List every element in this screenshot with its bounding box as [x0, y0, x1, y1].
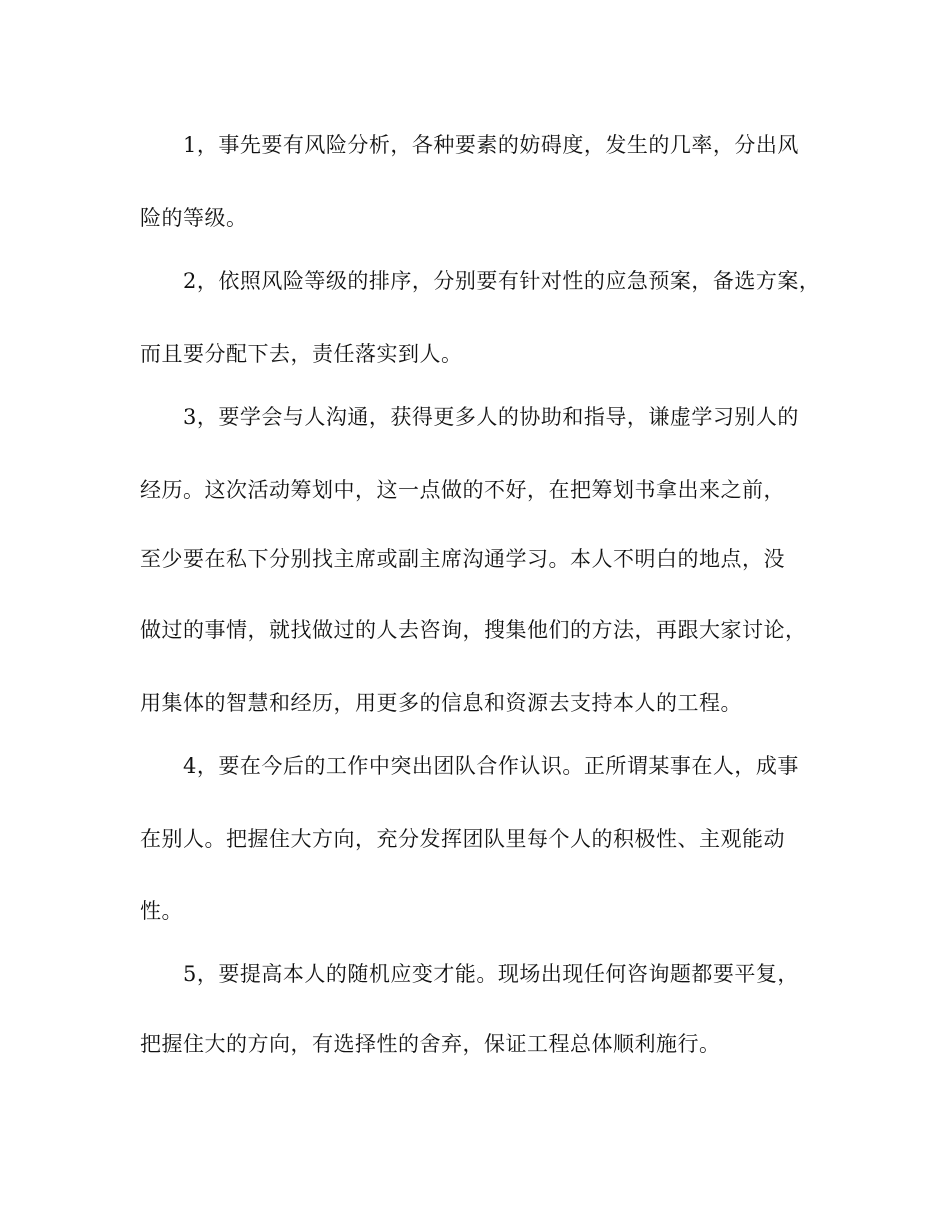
text-line: 经历。这次活动筹划中，这一点做的不好，在把筹划书拿出来之前，: [140, 478, 785, 502]
text-line: 用集体的智慧和经历，用更多的信息和资源去支持本人的工程。: [140, 691, 742, 715]
text-line: 把握住大的方向，有选择性的舍弃，保证工程总体顺利施行。: [140, 1032, 721, 1056]
text-line: 险的等级。: [140, 206, 248, 230]
text-line: 在别人。把握住大方向，充分发挥团队里每个人的积极性、主观能动: [140, 827, 785, 851]
text-line: 4，要在今后的工作中突出团队合作认识。正所谓某事在人，成事: [183, 754, 799, 778]
text-line: 5，要提高本人的随机应变才能。现场出现任何咨询题都要平复，: [183, 962, 799, 986]
text-line: 至少要在私下分别找主席或副主席沟通学习。本人不明白的地点，没: [140, 547, 785, 571]
text-line: 做过的事情，就找做过的人去咨询，搜集他们的方法，再跟大家讨论，: [140, 618, 807, 642]
text-line: 性。: [140, 899, 183, 923]
text-line: 3，要学会与人沟通，获得更多人的协助和指导，谦虚学习别人的: [183, 405, 799, 429]
text-line: 1，事先要有风险分析，各种要素的妨碍度，发生的几率，分出风: [183, 133, 799, 157]
text-line: 2，依照风险等级的排序，分别要有针对性的应急预案，备选方案，: [183, 269, 821, 293]
text-line: 而且要分配下去，责任落实到人。: [140, 342, 463, 366]
